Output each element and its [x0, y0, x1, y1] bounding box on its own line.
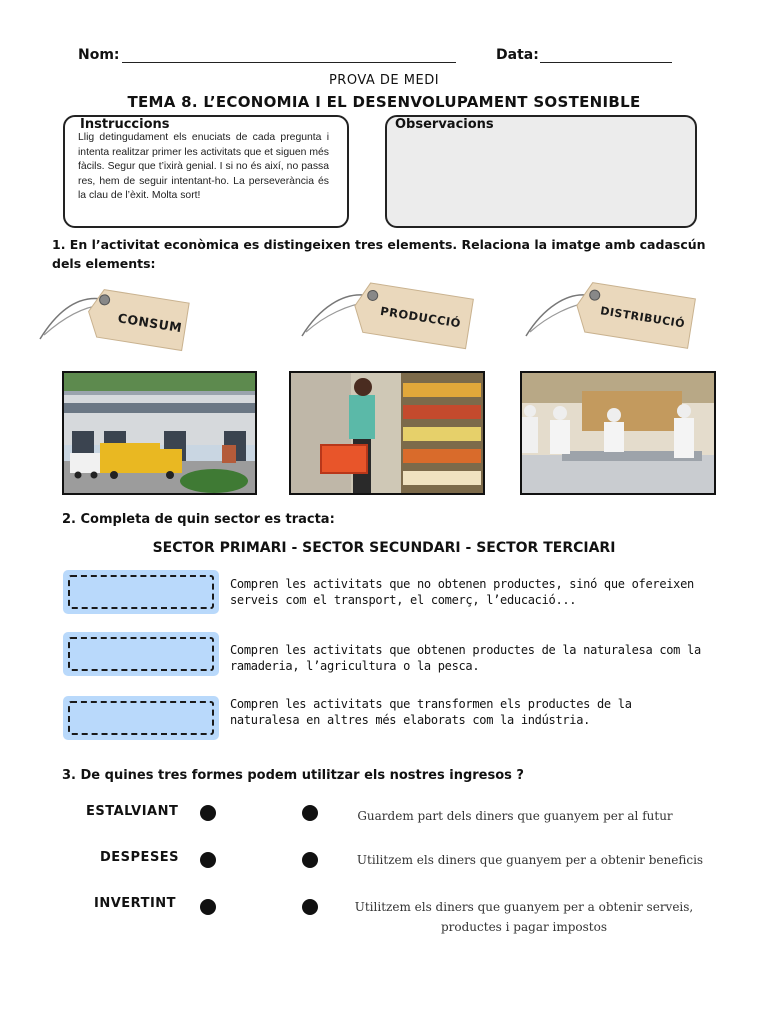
tag-distribucio-label: DISTRIBUCIÓ	[599, 304, 686, 331]
subtitle: PROVA DE MEDI	[328, 73, 440, 88]
date-label: Data:	[496, 47, 539, 63]
dot-right-1[interactable]	[302, 805, 318, 821]
dot-left-3[interactable]	[200, 899, 216, 915]
answer-box-1[interactable]	[63, 570, 219, 614]
warehouse-photo[interactable]	[62, 371, 257, 495]
dot-right-3[interactable]	[302, 899, 318, 915]
question-1: 1. En l’activitat econòmica es distingeixen tres elements. Relaciona la imatge amb cadascún dels elements:	[52, 237, 706, 271]
tag-produccio[interactable]	[298, 280, 478, 350]
word-estalviant: ESTALVIANT	[86, 804, 179, 819]
question-2: 2. Completa de quin sector es tracta:	[62, 512, 335, 527]
tag-consum[interactable]	[36, 283, 196, 353]
question-3: 3. De quines tres formes podem utilitzar els nostres ingresos ?	[62, 768, 524, 783]
sector-options: SECTOR PRIMARI - SECTOR SECUNDARI - SECTOR TERCIARI	[152, 540, 616, 556]
name-label: Nom:	[78, 47, 120, 63]
answer-box-2[interactable]	[63, 632, 219, 676]
page-title: TEMA 8. L’ECONOMIA I EL DESENVOLUPAMENT SOSTENIBLE	[127, 93, 641, 111]
dot-left-1[interactable]	[200, 805, 216, 821]
dot-left-2[interactable]	[200, 852, 216, 868]
definition-2: Compren les activitats que obtenen productes de la naturalesa com la ramaderia, l’agricultura o la pesca.	[230, 643, 701, 673]
use-3: Utilitzem els diners que guanyem per a obtenir serveis, productes i pagar impostos	[354, 900, 694, 934]
tag-consum-label: CONSUM	[116, 310, 184, 336]
instructions-text: Llig detingudament els enuciats de cada pregunta i intenta realitzar primer les activitats que et siguen més fàcils. Segur que t’ixirà genial. I si no és així, no passa res, hem de seguir intentant-ho. La perseverància és la clau de l’èxit. Molta sort!	[78, 132, 329, 201]
tag-produccio-label: PRODUCCIÓ	[379, 303, 462, 331]
observations-title: Observacions	[395, 117, 494, 132]
instructions-title: Instruccions	[76, 117, 174, 132]
definition-1: Compren les activitats que no obtenen productes, sinó que ofereixen serveis com el transport, el comerç, l’educació...	[230, 577, 694, 607]
answer-box-3[interactable]	[63, 696, 219, 740]
definition-3: Compren les activitats que transformen els productes de la naturalesa en altres més elaborats com la indústria.	[230, 697, 632, 727]
use-1: Guardem part dels diners que guanyem per al futur	[357, 809, 673, 823]
supermarket-photo[interactable]	[289, 371, 485, 495]
word-invertint: INVERTINT	[94, 896, 177, 911]
name-field[interactable]	[122, 62, 456, 63]
factory-photo[interactable]	[520, 371, 716, 495]
word-despeses: DESPESES	[100, 850, 180, 865]
tag-distribucio[interactable]	[522, 280, 702, 350]
dot-right-2[interactable]	[302, 852, 318, 868]
date-field[interactable]	[540, 62, 672, 63]
use-2: Utilitzem els diners que guanyem per a obtenir beneficis	[356, 853, 704, 867]
